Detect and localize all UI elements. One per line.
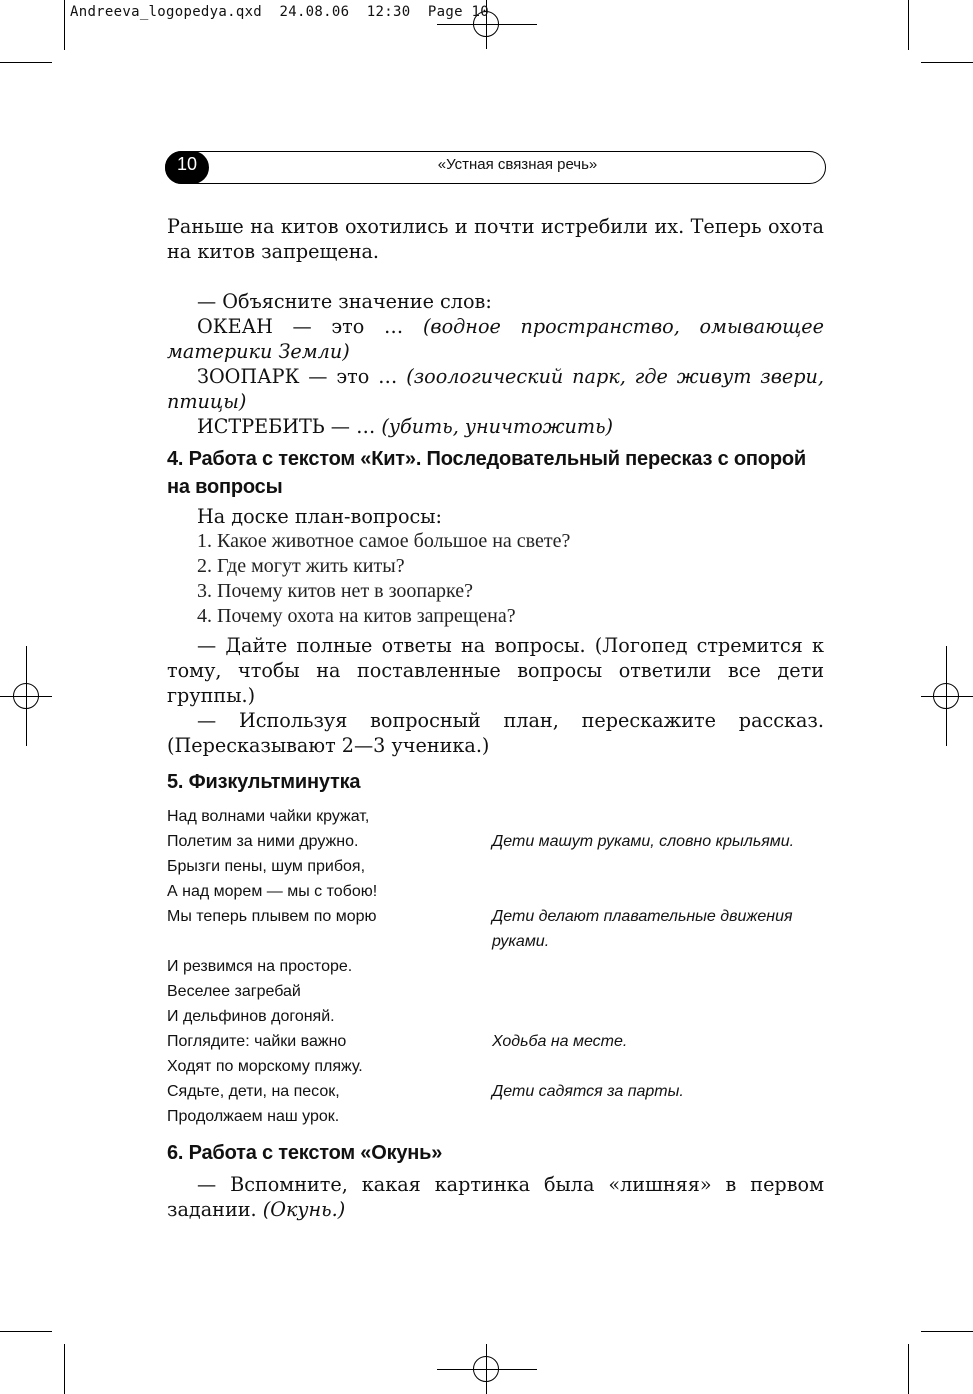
stage-direction: [492, 1054, 824, 1079]
instruction-paragraph: — Используя вопросный план, перескажите рассказ. (Пересказывают 2—3 ученика.): [167, 709, 824, 757]
registration-target-icon: [13, 683, 39, 709]
poem-row: [167, 1079, 824, 1104]
list-item: 3. Почему китов нет в зоопарке?: [197, 580, 473, 602]
instruction-paragraph: — Дайте полные ответы на вопросы. (Логопед стремится к тому, чтобы на поставленные вопросы ответили все дети группы.): [167, 634, 824, 707]
section-heading: 5. Физкультминутка: [167, 771, 361, 793]
list-item: 4. Почему охота на китов запрещена?: [197, 605, 516, 627]
poem-line: Сядьте, дети, на песок,: [167, 1083, 340, 1100]
word-meaning: (зоологический парк, где живут звери, птицы): [167, 365, 824, 413]
poem-row: [167, 904, 824, 954]
crop-mark: [64, 0, 65, 50]
exercise-poem: [167, 804, 824, 1129]
poem-row: [167, 979, 824, 1004]
poem-line: Продолжаем наш урок.: [167, 1108, 340, 1125]
section-heading: 6. Работа с текстом «Окунь»: [167, 1142, 443, 1164]
poem-line: Мы теперь плывем по морю: [167, 908, 377, 925]
poem-row: [167, 1054, 824, 1079]
stage-direction: [492, 979, 824, 1004]
word-term: ОКЕАН — это …: [197, 315, 404, 338]
poem-line: Полетим за ними дружно.: [167, 833, 359, 850]
stage-direction: [492, 879, 824, 904]
stage-direction: Ходьба на месте.: [492, 1033, 628, 1050]
poem-row: [167, 804, 824, 829]
poem-row: [167, 879, 824, 904]
crop-mark: [921, 1331, 973, 1332]
crop-mark: [908, 0, 909, 50]
registration-target-icon: [473, 1356, 499, 1382]
stage-direction: [492, 1004, 824, 1029]
crop-mark: [908, 1344, 909, 1394]
poem-row: [167, 1004, 824, 1029]
poem-line: И дельфинов догоняй.: [167, 1008, 335, 1025]
word-term: ИСТРЕБИТЬ — …: [197, 415, 376, 438]
list-item: 1. Какое животное самое большое на свете?: [197, 530, 571, 552]
stage-direction: Дети садятся за парты.: [492, 1083, 684, 1100]
answer-text: (Окунь.): [262, 1198, 346, 1221]
stage-direction: Дети машут руками, словно крыльями.: [492, 833, 795, 850]
running-title: «Устная связная речь»: [437, 156, 598, 173]
page-number: 10: [165, 151, 209, 184]
crop-mark: [0, 1331, 52, 1332]
list-item: 2. Где могут жить киты?: [197, 555, 405, 577]
stage-direction: Дети делают плавательные движения руками.: [492, 908, 793, 950]
registration-target-icon: [933, 683, 959, 709]
stage-direction: [492, 954, 824, 979]
word-meaning: (убить, уничтожить): [381, 415, 614, 438]
crop-mark: [0, 62, 52, 63]
word-definition: [167, 364, 824, 414]
poem-row: [167, 1104, 824, 1129]
plan-lead: На доске план-вопросы:: [197, 505, 442, 528]
stage-direction: [492, 804, 824, 829]
poem-row: [167, 854, 824, 879]
instruction-paragraph: [167, 1172, 824, 1222]
section-heading: 4. Работа с текстом «Кит». Последовательный пересказ с опорой на вопросы: [167, 448, 806, 498]
poem-line: А над морем — мы с тобою!: [167, 883, 378, 900]
word-definition: [167, 314, 824, 364]
poem-row: [167, 954, 824, 979]
poem-line: Ходят по морскому пляжу.: [167, 1058, 363, 1075]
word-definition: [167, 414, 824, 439]
crop-mark: [64, 1344, 65, 1394]
question-list: [167, 529, 824, 629]
word-meaning: (водное пространство, омывающее материки Земли): [167, 315, 824, 363]
poem-line: Веселее загребай: [167, 983, 301, 1000]
page-content: [167, 214, 824, 1222]
poem-row: [167, 1029, 824, 1054]
poem-line: И резвимся на просторе.: [167, 958, 353, 975]
stage-direction: [492, 1104, 824, 1129]
print-slug: Andreeva_logopedya.qxd 24.08.06 12:30 Page 10: [70, 4, 489, 20]
poem-line: Поглядите: чайки важно: [167, 1033, 347, 1050]
paragraph-text: — Вспомните, какая картинка была «лишняя» в первом задании.: [167, 1173, 824, 1221]
poem-line: Над волнами чайки кружат,: [167, 808, 370, 825]
crop-mark: [921, 62, 973, 63]
intro-paragraph: Раньше на китов охотились и почти истребили их. Теперь охота на китов запрещена.: [167, 215, 824, 263]
poem-line: Брызги пены, шум прибоя,: [167, 858, 366, 875]
stage-direction: [492, 854, 824, 879]
poem-row: [167, 829, 824, 854]
word-term: ЗООПАРК — это …: [197, 365, 398, 388]
words-prompt: — Объясните значение слов:: [197, 290, 492, 313]
